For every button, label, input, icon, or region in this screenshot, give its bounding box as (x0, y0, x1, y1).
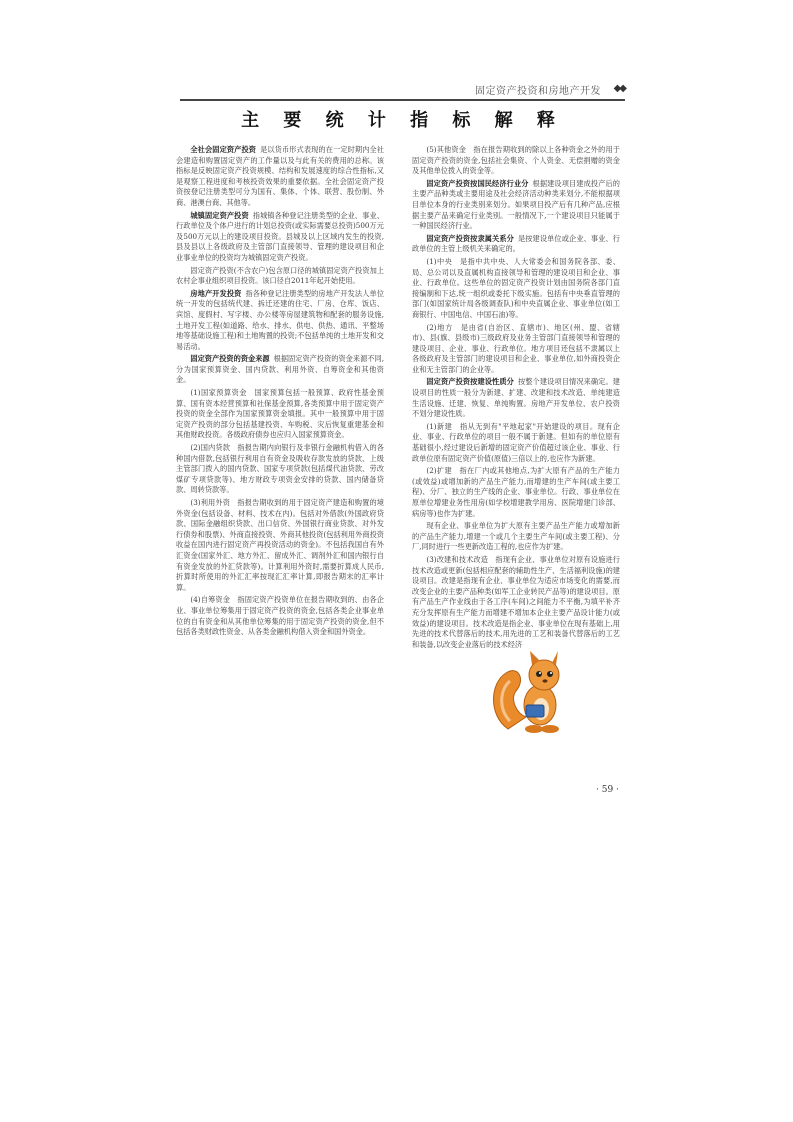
paragraph-text: (3)利用外资 指报告期收到的用于固定资产建造和购置的境外资金(包括设备、材料、技术在内)。包括对外借款(外国政府贷款、国际金融组织贷款、出口信贷、外国银行商业贷款、对外发行债券和股票)、外商直接投资、外商其他投资(包括利用外商投资收益在国内进行固定资产再投资活动的资金)。不包括我国自有外汇资金(国家外汇、地方外汇、留成外汇、调剂外汇和国内银行自有资金发放的外汇贷款等)。计算利用外资时,需要折算成人民币,折算时所使用的外汇汇率按现汇汇率计算,即报告期末的汇率计算。 (176, 498, 384, 592)
paragraph (176, 498, 384, 593)
paragraph-text: (2)地方 是由省(自治区、直辖市)、地区(州、盟、省辖市)、县(旗、县级市)三级政府及业务主管部门直接领导和管理的建设项目、企业、事业、行政单位。地方项目还包括不隶属以上各级政府及主管部门的建设项目和企业、事业单位,如外商投资企业和无主管部门的企业等。 (412, 322, 620, 374)
paragraph-text: (4)自筹资金 指固定资产投资单位在报告期收到的、由各企业、事业单位筹集用于固定资产投资的资金,包括各类企业事业单位的自有资金和从其他单位筹集的用于固定资产投资的资金,但不包括各类财政性资金、从各类金融机构借入资金和国外资金。 (176, 595, 384, 637)
term-heading: 固定资产投资按建设性质分 (426, 377, 514, 387)
term-heading: 固定资产投资按国民经济行业分 (426, 178, 529, 188)
paragraph (412, 145, 620, 177)
paragraph-text: 按整个建设项目情况来确定。建设项目的性质一般分为新建、扩建、改建和技术改造、单纯建造生活设施、迁建、恢复、单纯购置。房地产开发单位、农户投资不划分建设性质。 (412, 377, 620, 419)
header-text: 固定资产投资和房地产开发 (475, 86, 601, 97)
term-heading: 全社会固定资产投资 (190, 145, 257, 154)
paragraph (176, 595, 384, 637)
paragraph-text: (1)新建 指从无到有"平地起家"开始建设的项目。现有企业、事业、行政单位的项目一般不属于新建。但如有的单位原有基础很小,经过建设后新增的固定资产价值超过该企业、事业、行政单位原有固定资产价值(原值)三倍以上的,也应作为新建。 (412, 421, 620, 463)
paragraph-text: 指各种登记注册类型的房地产开发法人单位统一开发的包括统代建、拆迁还建的住宅、厂房、仓库、饭店、宾馆、度假村、写字楼、办公楼等房屋建筑物和配套的服务设施,土地开发工程(如道路、给水、排水、供电、供热、通讯、平整场地等基础设施工程)和土地购置的投资;不包括单纯的土地开发和交易活动。 (176, 288, 384, 351)
squirrel-mascot-icon (486, 643, 570, 735)
header-rule (180, 99, 625, 101)
paragraph-text: 固定资产投资(不含农户)包含原口径的城镇固定资产投资加上农村企事业组织项目投资。该口径自2011年起开始使用。 (176, 265, 384, 286)
term-heading: 房地产开发投资 (190, 288, 242, 298)
paragraph (176, 388, 384, 441)
term-heading: 固定资产投资按隶属关系分 (426, 233, 514, 243)
paragraph-text: 指城镇各种登记注册类型的企业、事业、行政单位及个体户进行的计划总投资(或实际需要总投资)500万元及500万元以上的建设项目投资。县城及以上区域内发生的投资,县及县以上各级政府及主管部门直接领导、管理的建设项目和企业事业单位的投资均为城镇固定资产投资。 (176, 210, 384, 262)
paragraph (176, 145, 384, 209)
paragraph (412, 555, 620, 650)
paragraph (412, 377, 620, 419)
paragraph-text: (1)国家预算资金 国家预算包括一般预算、政府性基金预算、国有资本经营预算和社保基金预算,各类预算中用于固定资产投资的资金全部作为国家预算资金填报。其中一般预算中用于固定资产投资的部分包括基建投资、车购税、灾后恢复重建基金和其他财政投资。各级政府债券也应归入国家预算资金。 (176, 388, 384, 440)
term-heading: 固定资产投资的资金来源 (190, 354, 270, 364)
paragraph-text: (3)改建和技术改造 指现有企业、事业单位对原有设施进行技术改造或更新(包括相应配套的辅助性生产、生活福利设施)的建设项目。改建是指现有企业、事业单位为适应市场变化的需要,而改变企业的主要产品种类(如军工企业转民产品等)的建设项目。原有产品生产作业线由于各工序(车间)之间能力不平衡,为填平补齐充分发挥原有生产能力而增建不增加本企业主要产品设计能力(或效益)的建设项目。技术改造是指企业、事业单位在现有基础上,用先进的技术代替落后的技术,用先进的工艺和装备代替落后的工艺和装备,以改变企业落后的技术经济 (412, 554, 620, 649)
paragraph (176, 266, 384, 287)
paragraph (412, 323, 620, 376)
right-column (412, 145, 620, 652)
paragraph (412, 422, 620, 464)
paragraph (412, 234, 620, 255)
paragraph-text: (1)中央 是指中共中央、人大常委会和国务院各部、委、局、总公司以及直属机构直接领导和管理的建设项目和企业、事业、行政单位。这些单位的固定资产投资计划由国务院各部门直接编制和下达,统一组织或委托下级实施。包括有中央垂直管理的部门(如国家统计局各级调查队)和中央直属企业、事业单位(如工商银行、中国电信、中国石油)等。 (412, 256, 620, 319)
paragraph-text: 是以货币形式表现的在一定时期内全社会建造和购置固定资产的工作量以及与此有关的费用的总称。该指标是反映固定资产投资规模、结构和发展速度的综合性指标,又是观察工程进度和考核投资效果的重要依据。全社会固定资产投资按登记注册类型可分为国有、集体、个体、联营、股份制、外商、港澳台商、其他等。 (176, 145, 384, 207)
term-heading: 城镇固定资产投资 (190, 210, 249, 220)
paragraph (176, 354, 384, 386)
paragraph-text: (2)国内贷款 指报告期内向银行及非银行金融机构借入的各种国内借款,包括银行利用自有资金及吸收存款发放的贷款、上级主管部门拨入的国内贷款、国家专项贷款(包括煤代油贷款、劳改煤矿专项贷款等)、地方财政专项资金安排的贷款、国内储备贷款、周转贷款等。 (176, 443, 384, 495)
paragraph-text: (5)其他资金 指在报告期收到的除以上各种资金之外的用于固定资产投资的资金,包括社会集资、个人资金、无偿捐赠的资金及其他单位拨入的资金等。 (412, 145, 620, 176)
paragraph (412, 257, 620, 321)
paragraph (176, 443, 384, 496)
paragraph (176, 211, 384, 264)
paragraph-text: (2)扩建 指在厂内或其他地点,为扩大原有产品的生产能力(或效益)或增加新的产品生产能力,而增建的生产车间(或主要工程)、分厂、独立的生产线的企业、事业单位。行政、事业单位在原单位增建业务性用房(如学校增建教学用房、医院增建门诊部、病房等)也作为扩建。 (412, 466, 620, 518)
paragraph-text: 根据建设项目建成投产后的主要产品种类或主要用途及社会经济活动种类来划分,不能根据项目单位本身的行业类别来划分。如果项目投产后有几种产品,应根据主要产品来确定行业类别。一般情况下,一个建设项目只能属于一种国民经济行业。 (412, 178, 620, 231)
paragraph-text: 根据固定资产投资的资金来源不同,分为国家预算资金、国内贷款、利用外资、自筹资金和其他资金。 (176, 354, 384, 385)
paragraph (412, 179, 620, 232)
paragraph-text: 是按建设单位或企业、事业、行政单位的主管上级机关来确定的。 (412, 233, 620, 254)
running-header (180, 80, 625, 100)
page-number: · 59 · (596, 785, 619, 795)
left-column (176, 145, 384, 640)
paragraph (176, 289, 384, 353)
paragraph (412, 466, 620, 519)
diamond-icon: ◆◆ (613, 83, 625, 94)
paragraph (412, 521, 620, 553)
page-title: 主 要 统 计 指 标 解 释 (241, 110, 564, 131)
paragraph-text: 现有企业、事业单位为扩大原有主要产品生产能力或增加新的产品生产能力,增建一个或几个主要生产车间(或主要工程)、分厂,同时进行一些更新改造工程的,也应作为扩建。 (412, 521, 620, 552)
